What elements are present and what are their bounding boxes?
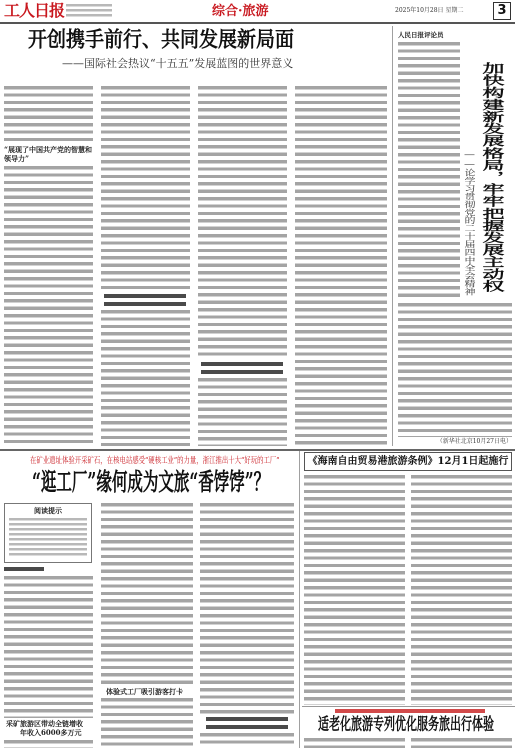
- factory-section-heading: [206, 717, 288, 730]
- commentary-subtitle: ——论学习贯彻党的二十届四中全会精神: [463, 150, 476, 296]
- commentary-body-text: [398, 303, 512, 437]
- publication-info-text: [66, 4, 112, 19]
- factory-body-text: [200, 503, 294, 715]
- commentary-author: 人民日报评论员: [398, 31, 444, 39]
- reading-tip-box: [4, 503, 92, 563]
- commentary-dateline: （新华社北京10月27日电）: [436, 438, 512, 445]
- factory-body-text: [4, 576, 93, 718]
- article-divider: [302, 706, 515, 707]
- factory-kicker: 在矿业遗址体验开采矿石，在核电站感受“硬核工业”的力量，浙江推出十大“好玩的工厂”: [30, 455, 280, 466]
- section-title: 综合·旅游: [212, 4, 269, 19]
- lead-body-text: [295, 86, 387, 446]
- train-kicker: [335, 709, 485, 713]
- lead-headline: 开创携手前行、共同发展新局面: [28, 28, 295, 53]
- commentary-body-text: [398, 42, 460, 300]
- factory-body-text: [200, 733, 294, 748]
- lead-section-heading: “展现了中国共产党的智慧和领导力”: [4, 145, 93, 163]
- lead-body-text: [101, 86, 190, 292]
- page-number-badge: 3: [493, 2, 511, 20]
- factory-body-text: [101, 698, 193, 748]
- hainan-headline: 《海南自由贸易港旅游条例》12月1日起施行: [304, 452, 512, 471]
- lead-body-text: [198, 378, 287, 446]
- train-body-text: [304, 738, 405, 748]
- factory-section-heading: 体验式工厂吸引游客打卡: [106, 687, 183, 696]
- factory-section-heading: 年收入6000多万元: [20, 728, 82, 737]
- commentary-title: 加快构建新发展格局，牢牢把握发展主动权: [479, 62, 505, 292]
- lead-body-text: [4, 86, 93, 144]
- train-headline: 适老化旅游专列优化服务旅出行体验: [318, 714, 494, 734]
- masthead-divider: [0, 22, 515, 24]
- lead-body-text: [101, 310, 190, 446]
- lead-section-heading: [104, 294, 186, 308]
- factory-section-heading: 采矿旅游区带动全链增收: [6, 719, 83, 728]
- factory-body-text: [101, 503, 193, 686]
- reading-tip-text: [9, 518, 87, 558]
- section-divider: [0, 449, 515, 451]
- issue-date: 2025年10月28日 星期二: [395, 7, 464, 14]
- lead-body-text: [4, 166, 93, 446]
- factory-headline: “逛工厂”缘何成为文旅“香饽饽”？: [32, 466, 270, 497]
- newspaper-logo: 工人日报: [4, 1, 65, 20]
- byline: [4, 567, 44, 571]
- hainan-body-text: [411, 475, 512, 705]
- hainan-body-text: [304, 475, 405, 705]
- lead-body-text: [198, 86, 287, 360]
- reading-tip-label: 阅读提示: [34, 506, 62, 515]
- lead-section-heading: [201, 362, 283, 376]
- column-divider: [299, 451, 300, 748]
- train-body-text: [411, 738, 512, 748]
- column-divider: [392, 26, 393, 446]
- factory-body-text: [4, 740, 93, 748]
- lead-subheadline: ——国际社会热议“十五五”发展蓝图的世界意义: [62, 57, 294, 70]
